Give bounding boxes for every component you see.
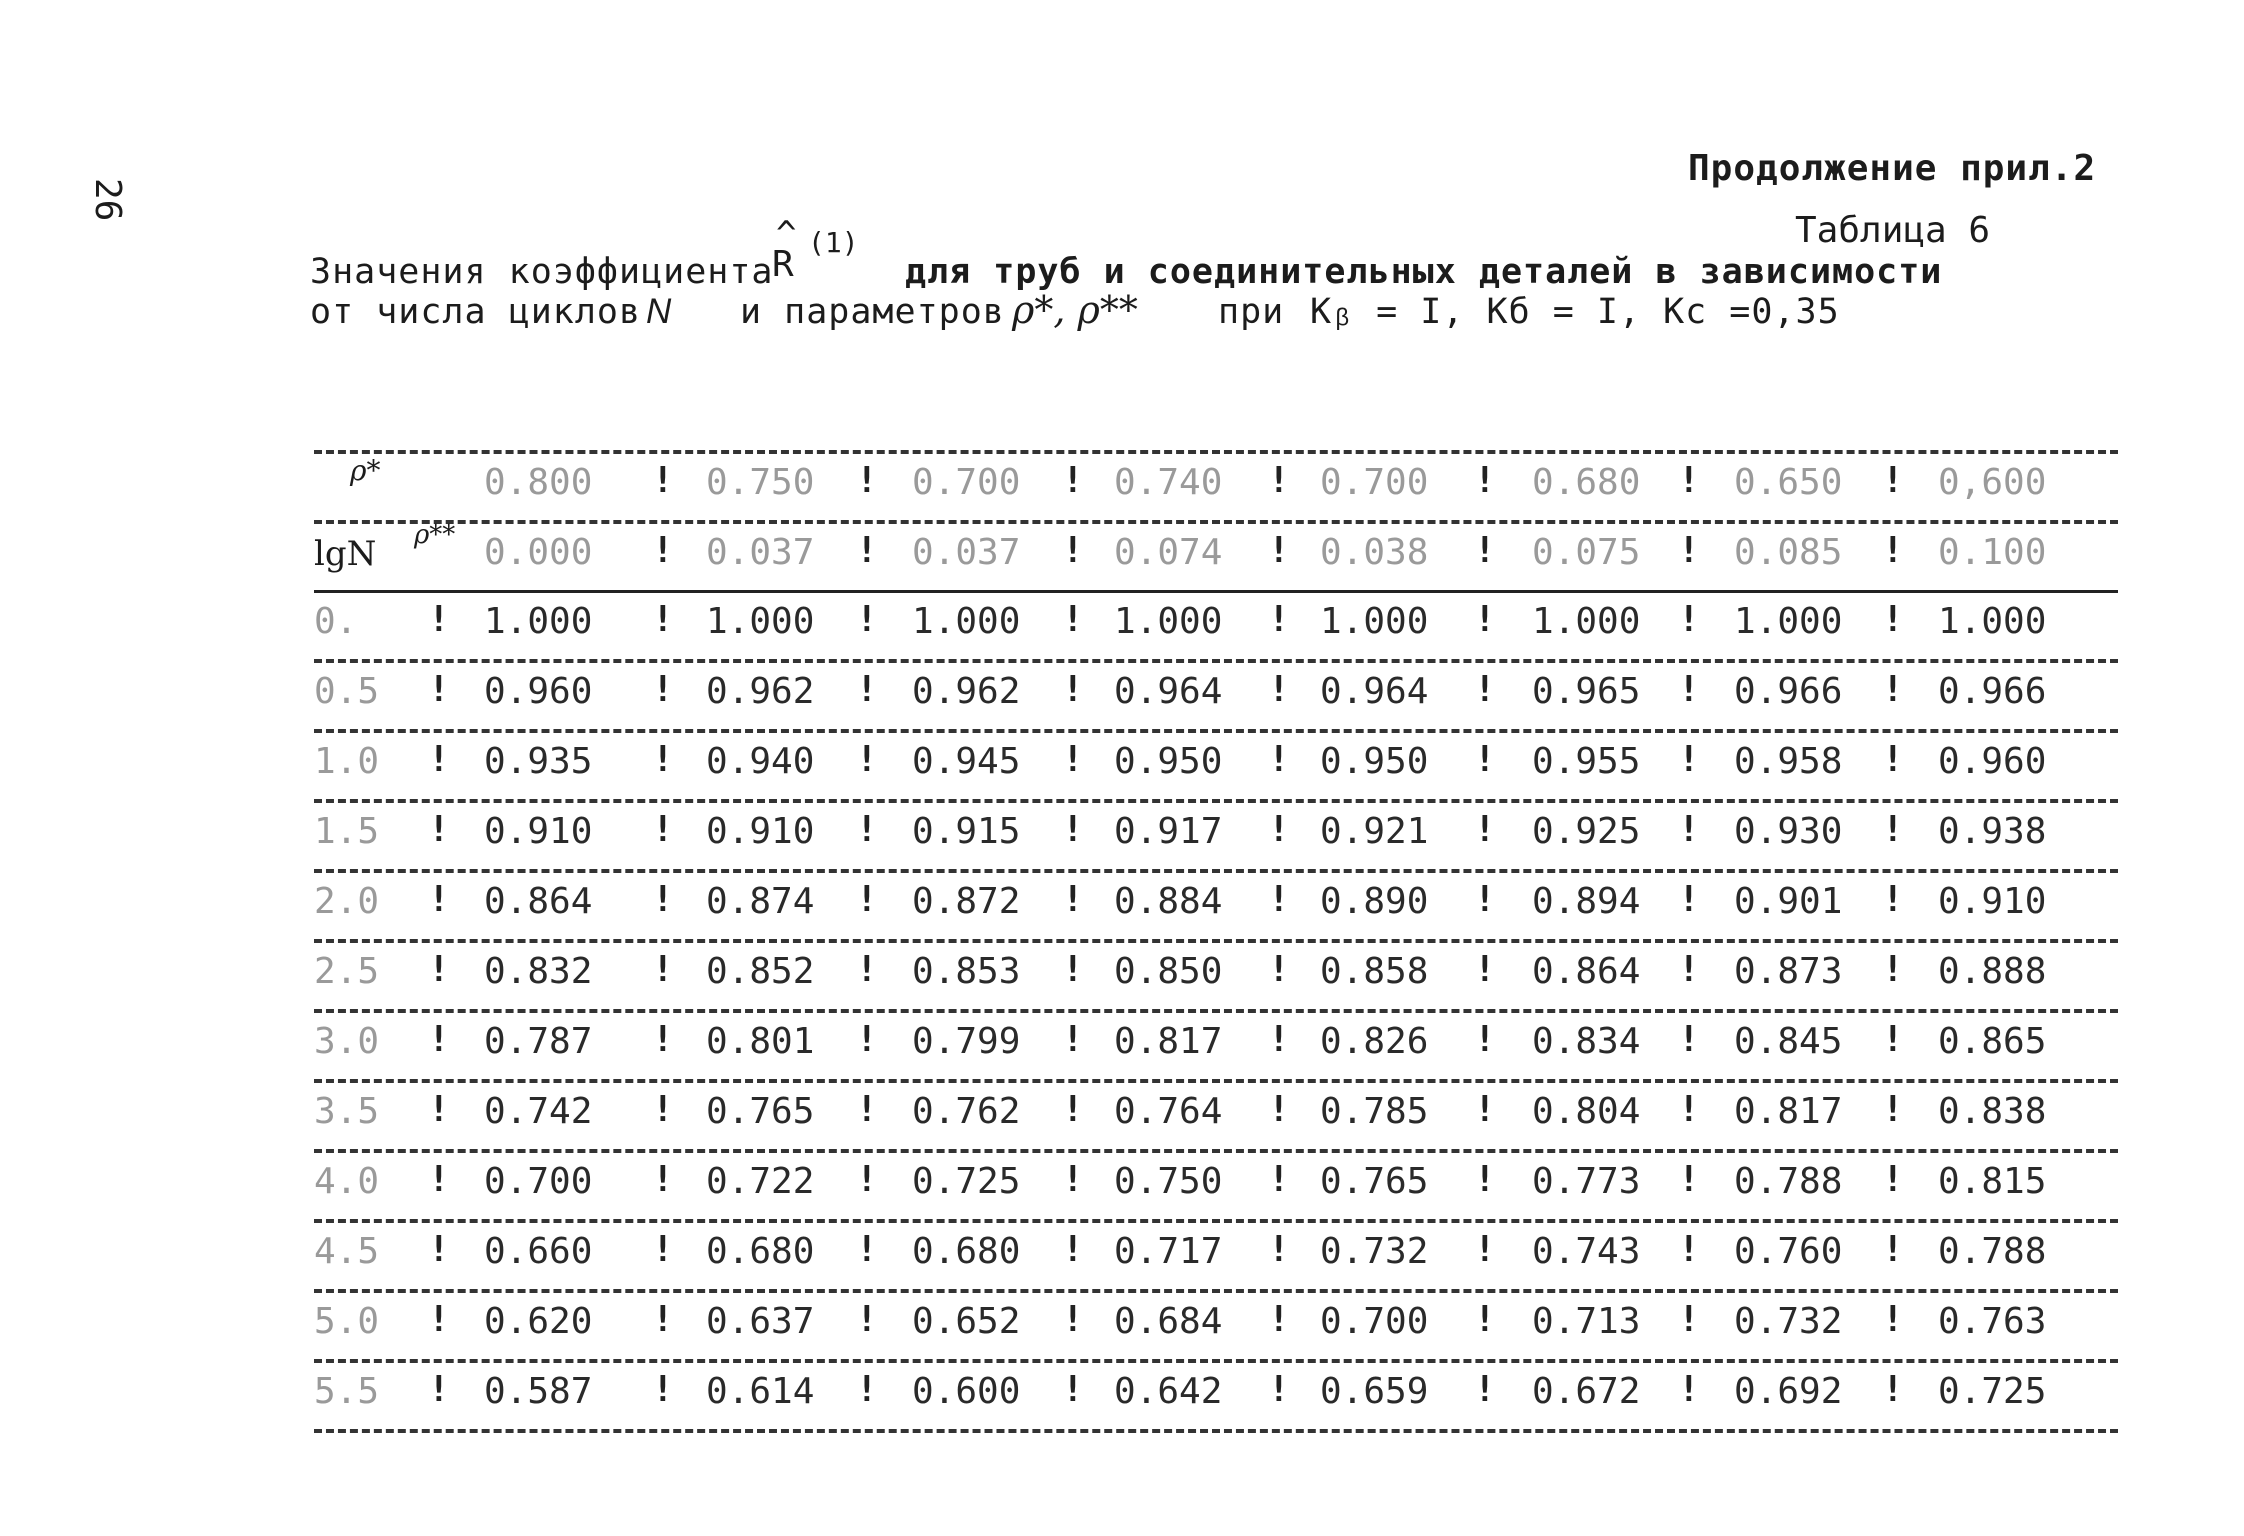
column-separator: ! [1882, 1159, 1904, 1200]
column-separator: ! [1882, 669, 1904, 710]
coefficient-value: 0.614 [706, 1371, 815, 1412]
coefficient-value: 0.750 [1114, 1161, 1223, 1202]
column-separator: ! [428, 1369, 450, 1410]
coefficient-value: 0.717 [1114, 1231, 1223, 1272]
coefficient-value: 0.672 [1532, 1371, 1641, 1412]
coefficient-value: 0.921 [1320, 811, 1429, 852]
column-separator: ! [856, 1299, 878, 1340]
coefficient-value: 0.760 [1734, 1231, 1843, 1272]
column-separator: ! [1882, 599, 1904, 640]
column-separator: ! [856, 460, 878, 501]
lgn-value: 4.5 [314, 1231, 380, 1272]
rho-star-value: 0.680 [1532, 462, 1641, 503]
column-separator: ! [1268, 809, 1290, 850]
column-separator: ! [856, 739, 878, 780]
column-separator: ! [1678, 739, 1700, 780]
coefficient-value: 0.660 [484, 1231, 593, 1272]
column-separator: ! [428, 1019, 450, 1060]
coefficient-value: 0.659 [1320, 1371, 1429, 1412]
coefficient-value: 0.872 [912, 881, 1021, 922]
coefficient-value: 0.960 [1938, 741, 2047, 782]
coefficient-value: 0.966 [1734, 671, 1843, 712]
column-separator: ! [1678, 460, 1700, 501]
coefficient-value: 0.852 [706, 951, 815, 992]
coefficient-value: 0.917 [1114, 811, 1223, 852]
rho-star2-value: 0.074 [1114, 532, 1223, 573]
coefficient-value: 0.890 [1320, 881, 1429, 922]
column-separator: ! [1062, 739, 1084, 780]
coefficient-value: 0.858 [1320, 951, 1429, 992]
coefficient-value: 1.000 [1734, 601, 1843, 642]
column-separator: ! [1678, 669, 1700, 710]
coefficient-table [314, 450, 2118, 1433]
column-separator: ! [1268, 530, 1290, 571]
rho-star2-value: 0.100 [1938, 532, 2047, 573]
coefficient-value: 1.000 [706, 601, 815, 642]
coefficient-value: 0.901 [1734, 881, 1843, 922]
column-separator: ! [856, 1159, 878, 1200]
rho-star2-value: 0.000 [484, 532, 593, 573]
lgn-value: 0.5 [314, 671, 380, 712]
column-separator: ! [1062, 1369, 1084, 1410]
column-separator: ! [1062, 1019, 1084, 1060]
cycles-symbol: N [646, 292, 672, 331]
header-row-rho-star [314, 450, 2118, 524]
coefficient-value: 0.652 [912, 1301, 1021, 1342]
page-number: 26 [87, 178, 128, 222]
column-separator: ! [856, 669, 878, 710]
coefficient-value: 0.801 [706, 1021, 815, 1062]
coefficient-value: 1.000 [1320, 601, 1429, 642]
column-separator: ! [652, 599, 674, 640]
rho-star-value: 0.700 [912, 462, 1021, 503]
coefficient-value: 0.620 [484, 1301, 593, 1342]
coefficient-value: 0.910 [706, 811, 815, 852]
column-separator: ! [1474, 530, 1496, 571]
column-separator: ! [1474, 739, 1496, 780]
coefficient-value: 0.804 [1532, 1091, 1641, 1132]
coefficient-value: 0.788 [1938, 1231, 2047, 1272]
column-separator: ! [1678, 949, 1700, 990]
coefficient-value: 0.700 [484, 1161, 593, 1202]
coefficient-value: 0.765 [706, 1091, 815, 1132]
coefficient-value: 0.864 [1532, 951, 1641, 992]
column-separator: ! [652, 809, 674, 850]
coefficient-value: 0.962 [912, 671, 1021, 712]
caption-line2-start: от числа циклов [310, 292, 642, 332]
coefficient-value: 0.945 [912, 741, 1021, 782]
column-separator: ! [428, 879, 450, 920]
coefficient-value: 0.964 [1320, 671, 1429, 712]
rho-star2-value: 0.075 [1532, 532, 1641, 573]
coefficient-value: 0.915 [912, 811, 1021, 852]
column-separator: ! [856, 1229, 878, 1270]
coefficient-hat: ^ [776, 214, 797, 254]
column-separator: ! [1268, 669, 1290, 710]
column-separator: ! [1882, 739, 1904, 780]
column-separator: ! [1678, 1229, 1700, 1270]
coefficient-value: 1.000 [484, 601, 593, 642]
coefficient-value: 0.713 [1532, 1301, 1641, 1342]
column-separator: ! [1062, 1229, 1084, 1270]
coefficient-value: 0.865 [1938, 1021, 2047, 1062]
coefficient-value: 0.680 [912, 1231, 1021, 1272]
column-separator: ! [1678, 599, 1700, 640]
table-row [314, 803, 2118, 873]
coefficient-value: 0.692 [1734, 1371, 1843, 1412]
column-separator: ! [1268, 460, 1290, 501]
table-row [314, 663, 2118, 733]
coefficient-value: 0.817 [1734, 1091, 1843, 1132]
caption-line2-mid: и параметров [740, 292, 1005, 332]
coefficient-value: 0.910 [1938, 881, 2047, 922]
lgn-value: 1.0 [314, 741, 380, 782]
coefficient-value: 0.888 [1938, 951, 2047, 992]
lgn-value: 0. [314, 601, 358, 642]
coefficient-value: 0.764 [1114, 1091, 1223, 1132]
coefficient-value: 0.642 [1114, 1371, 1223, 1412]
column-separator: ! [1882, 1369, 1904, 1410]
coefficient-value: 0.965 [1532, 671, 1641, 712]
coefficient-value: 1.000 [1938, 601, 2047, 642]
coefficient-value: 0.742 [484, 1091, 593, 1132]
column-separator: ! [1678, 530, 1700, 571]
column-separator: ! [1062, 530, 1084, 571]
column-separator: ! [1062, 809, 1084, 850]
rho-expression: ρ*, ρ** [1012, 288, 1138, 332]
column-separator: ! [1678, 1089, 1700, 1130]
column-separator: ! [1474, 1299, 1496, 1340]
column-separator: ! [652, 1159, 674, 1200]
coefficient-letter: R [772, 244, 794, 285]
coefficient-value: 0.725 [912, 1161, 1021, 1202]
coefficient-value: 0.964 [1114, 671, 1223, 712]
continuation-note: Продолжение прил.2 [1688, 148, 2097, 189]
column-separator: ! [1882, 1089, 1904, 1130]
table-label: Таблица 6 [1795, 210, 1991, 251]
coefficient-value: 0.935 [484, 741, 593, 782]
rho-star-value: 0.700 [1320, 462, 1429, 503]
column-separator: ! [1268, 599, 1290, 640]
rho-star2-value: 0.085 [1734, 532, 1843, 573]
coefficient-value: 0.732 [1320, 1231, 1429, 1272]
coefficient-value: 0.853 [912, 951, 1021, 992]
coefficient-value: 0.960 [484, 671, 593, 712]
caption-params: Kᵦ = I, Kб = I, Kс =0,35 [1310, 292, 1840, 332]
column-separator: ! [1882, 879, 1904, 920]
coefficient-value: 0.894 [1532, 881, 1641, 922]
column-separator: ! [652, 1369, 674, 1410]
coefficient-value: 0.930 [1734, 811, 1843, 852]
column-separator: ! [1062, 460, 1084, 501]
rho-star-value: 0.800 [484, 462, 593, 503]
column-separator: ! [1474, 1159, 1496, 1200]
coefficient-value: 0.966 [1938, 671, 2047, 712]
column-separator: ! [1882, 530, 1904, 571]
coefficient-value: 1.000 [912, 601, 1021, 642]
coefficient-value: 0.832 [484, 951, 593, 992]
lgn-value: 1.5 [314, 811, 380, 852]
column-separator: ! [1062, 669, 1084, 710]
coefficient-value: 0.765 [1320, 1161, 1429, 1202]
column-separator: ! [428, 1159, 450, 1200]
table-row [314, 1013, 2118, 1083]
column-separator: ! [652, 669, 674, 710]
column-separator: ! [1474, 460, 1496, 501]
table-row [314, 1363, 2118, 1433]
coefficient-value: 0.684 [1114, 1301, 1223, 1342]
column-separator: ! [1062, 1089, 1084, 1130]
column-separator: ! [1268, 879, 1290, 920]
coefficient-value: 0.587 [484, 1371, 593, 1412]
column-separator: ! [856, 1369, 878, 1410]
table-row [314, 593, 2118, 663]
coefficient-value: 0.773 [1532, 1161, 1641, 1202]
coefficient-value: 0.762 [912, 1091, 1021, 1132]
column-separator: ! [652, 1089, 674, 1130]
coefficient-value: 0.834 [1532, 1021, 1641, 1062]
coefficient-value: 0.873 [1734, 951, 1843, 992]
column-separator: ! [652, 1299, 674, 1340]
column-separator: ! [1474, 1229, 1496, 1270]
coefficient-value: 1.000 [1114, 601, 1223, 642]
column-separator: ! [652, 530, 674, 571]
caption-line1-start: Значения коэффициента [310, 252, 774, 292]
column-separator: ! [1062, 1159, 1084, 1200]
column-separator: ! [1882, 809, 1904, 850]
table-row [314, 1223, 2118, 1293]
lgn-value: 5.5 [314, 1371, 380, 1412]
column-separator: ! [1474, 1369, 1496, 1410]
lgn-label: lgN [314, 534, 377, 574]
column-separator: ! [1678, 1019, 1700, 1060]
column-separator: ! [856, 599, 878, 640]
column-separator: ! [856, 530, 878, 571]
rho-star2-value: 0.037 [706, 532, 815, 573]
column-separator: ! [856, 1019, 878, 1060]
coefficient-value: 0.864 [484, 881, 593, 922]
coefficient-value: 0.950 [1320, 741, 1429, 782]
column-separator: ! [428, 1089, 450, 1130]
caption-line2-end: при [1218, 292, 1285, 332]
column-separator: ! [1268, 1089, 1290, 1130]
column-separator: ! [1678, 1159, 1700, 1200]
rho-star-value: 0.750 [706, 462, 815, 503]
lgn-value: 3.0 [314, 1021, 380, 1062]
column-separator: ! [1268, 739, 1290, 780]
column-separator: ! [1268, 1159, 1290, 1200]
coefficient-value: 0.743 [1532, 1231, 1641, 1272]
coefficient-value: 0.637 [706, 1301, 815, 1342]
column-separator: ! [652, 739, 674, 780]
column-separator: ! [1474, 599, 1496, 640]
lgn-value: 5.0 [314, 1301, 380, 1342]
column-separator: ! [1882, 460, 1904, 501]
coefficient-value: 0.799 [912, 1021, 1021, 1062]
column-separator: ! [1268, 1019, 1290, 1060]
coefficient-value: 0.938 [1938, 811, 2047, 852]
column-separator: ! [1268, 1299, 1290, 1340]
table-row [314, 1083, 2118, 1153]
coefficient-value: 0.763 [1938, 1301, 2047, 1342]
rho-star2-value: 0.037 [912, 532, 1021, 573]
lgn-value: 4.0 [314, 1161, 380, 1202]
coefficient-value: 0.925 [1532, 811, 1641, 852]
table-row [314, 943, 2118, 1013]
coefficient-value: 0.817 [1114, 1021, 1223, 1062]
coefficient-superscript: (1) [808, 226, 859, 259]
column-separator: ! [652, 1229, 674, 1270]
coefficient-value: 0.910 [484, 811, 593, 852]
rho-star-value: 0.650 [1734, 462, 1843, 503]
column-separator: ! [1678, 809, 1700, 850]
column-separator: ! [1678, 1369, 1700, 1410]
coefficient-value: 0.732 [1734, 1301, 1843, 1342]
column-separator: ! [1474, 809, 1496, 850]
coefficient-value: 0.787 [484, 1021, 593, 1062]
column-separator: ! [1882, 1019, 1904, 1060]
column-separator: ! [1474, 1089, 1496, 1130]
rho-star-label: ρ* [350, 454, 381, 487]
column-separator: ! [428, 1229, 450, 1270]
column-separator: ! [856, 1089, 878, 1130]
table-row [314, 1153, 2118, 1223]
header-row-rho-star2 [314, 520, 2118, 593]
rho-star-value: 0,600 [1938, 462, 2047, 503]
column-separator: ! [1268, 1229, 1290, 1270]
column-separator: ! [856, 879, 878, 920]
coefficient-value: 0.950 [1114, 741, 1223, 782]
table-row [314, 1293, 2118, 1363]
column-separator: ! [1882, 949, 1904, 990]
coefficient-symbol [772, 214, 859, 285]
coefficient-value: 0.962 [706, 671, 815, 712]
lgn-value: 3.5 [314, 1091, 380, 1132]
column-separator: ! [856, 949, 878, 990]
column-separator: ! [1474, 879, 1496, 920]
column-separator: ! [652, 949, 674, 990]
rho-star2-value: 0.038 [1320, 532, 1429, 573]
column-separator: ! [1062, 1299, 1084, 1340]
column-separator: ! [652, 460, 674, 501]
coefficient-value: 0.785 [1320, 1091, 1429, 1132]
rho-star2-label: ρ** [414, 520, 456, 550]
coefficient-value: 0.955 [1532, 741, 1641, 782]
column-separator: ! [652, 879, 674, 920]
column-separator: ! [1062, 599, 1084, 640]
coefficient-value: 0.725 [1938, 1371, 2047, 1412]
coefficient-value: 0.826 [1320, 1021, 1429, 1062]
column-separator: ! [1268, 1369, 1290, 1410]
column-separator: ! [1062, 949, 1084, 990]
coefficient-value: 0.845 [1734, 1021, 1843, 1062]
coefficient-value: 0.815 [1938, 1161, 2047, 1202]
column-separator: ! [428, 949, 450, 990]
column-separator: ! [1268, 949, 1290, 990]
column-separator: ! [428, 809, 450, 850]
coefficient-value: 0.838 [1938, 1091, 2047, 1132]
column-separator: ! [1474, 669, 1496, 710]
coefficient-value: 0.788 [1734, 1161, 1843, 1202]
coefficient-value: 1.000 [1532, 601, 1641, 642]
column-separator: ! [1474, 949, 1496, 990]
column-separator: ! [856, 809, 878, 850]
rho-star-value: 0.740 [1114, 462, 1223, 503]
column-separator: ! [1062, 879, 1084, 920]
coefficient-value: 0.600 [912, 1371, 1021, 1412]
column-separator: ! [428, 1299, 450, 1340]
lgn-value: 2.5 [314, 951, 380, 992]
coefficient-value: 0.680 [706, 1231, 815, 1272]
column-separator: ! [652, 1019, 674, 1060]
coefficient-value: 0.940 [706, 741, 815, 782]
column-separator: ! [428, 739, 450, 780]
coefficient-value: 0.958 [1734, 741, 1843, 782]
coefficient-value: 0.884 [1114, 881, 1223, 922]
column-separator: ! [1678, 879, 1700, 920]
table-row [314, 873, 2118, 943]
column-separator: ! [1678, 1299, 1700, 1340]
lgn-value: 2.0 [314, 881, 380, 922]
coefficient-value: 0.874 [706, 881, 815, 922]
coefficient-value: 0.722 [706, 1161, 815, 1202]
column-separator: ! [428, 599, 450, 640]
column-separator: ! [1882, 1299, 1904, 1340]
column-separator: ! [428, 669, 450, 710]
coefficient-value: 0.700 [1320, 1301, 1429, 1342]
caption-line1-end: для труб и соединительных деталей в зависимости [905, 252, 1943, 292]
column-separator: ! [1882, 1229, 1904, 1270]
column-separator: ! [1474, 1019, 1496, 1060]
table-row [314, 733, 2118, 803]
coefficient-value: 0.850 [1114, 951, 1223, 992]
